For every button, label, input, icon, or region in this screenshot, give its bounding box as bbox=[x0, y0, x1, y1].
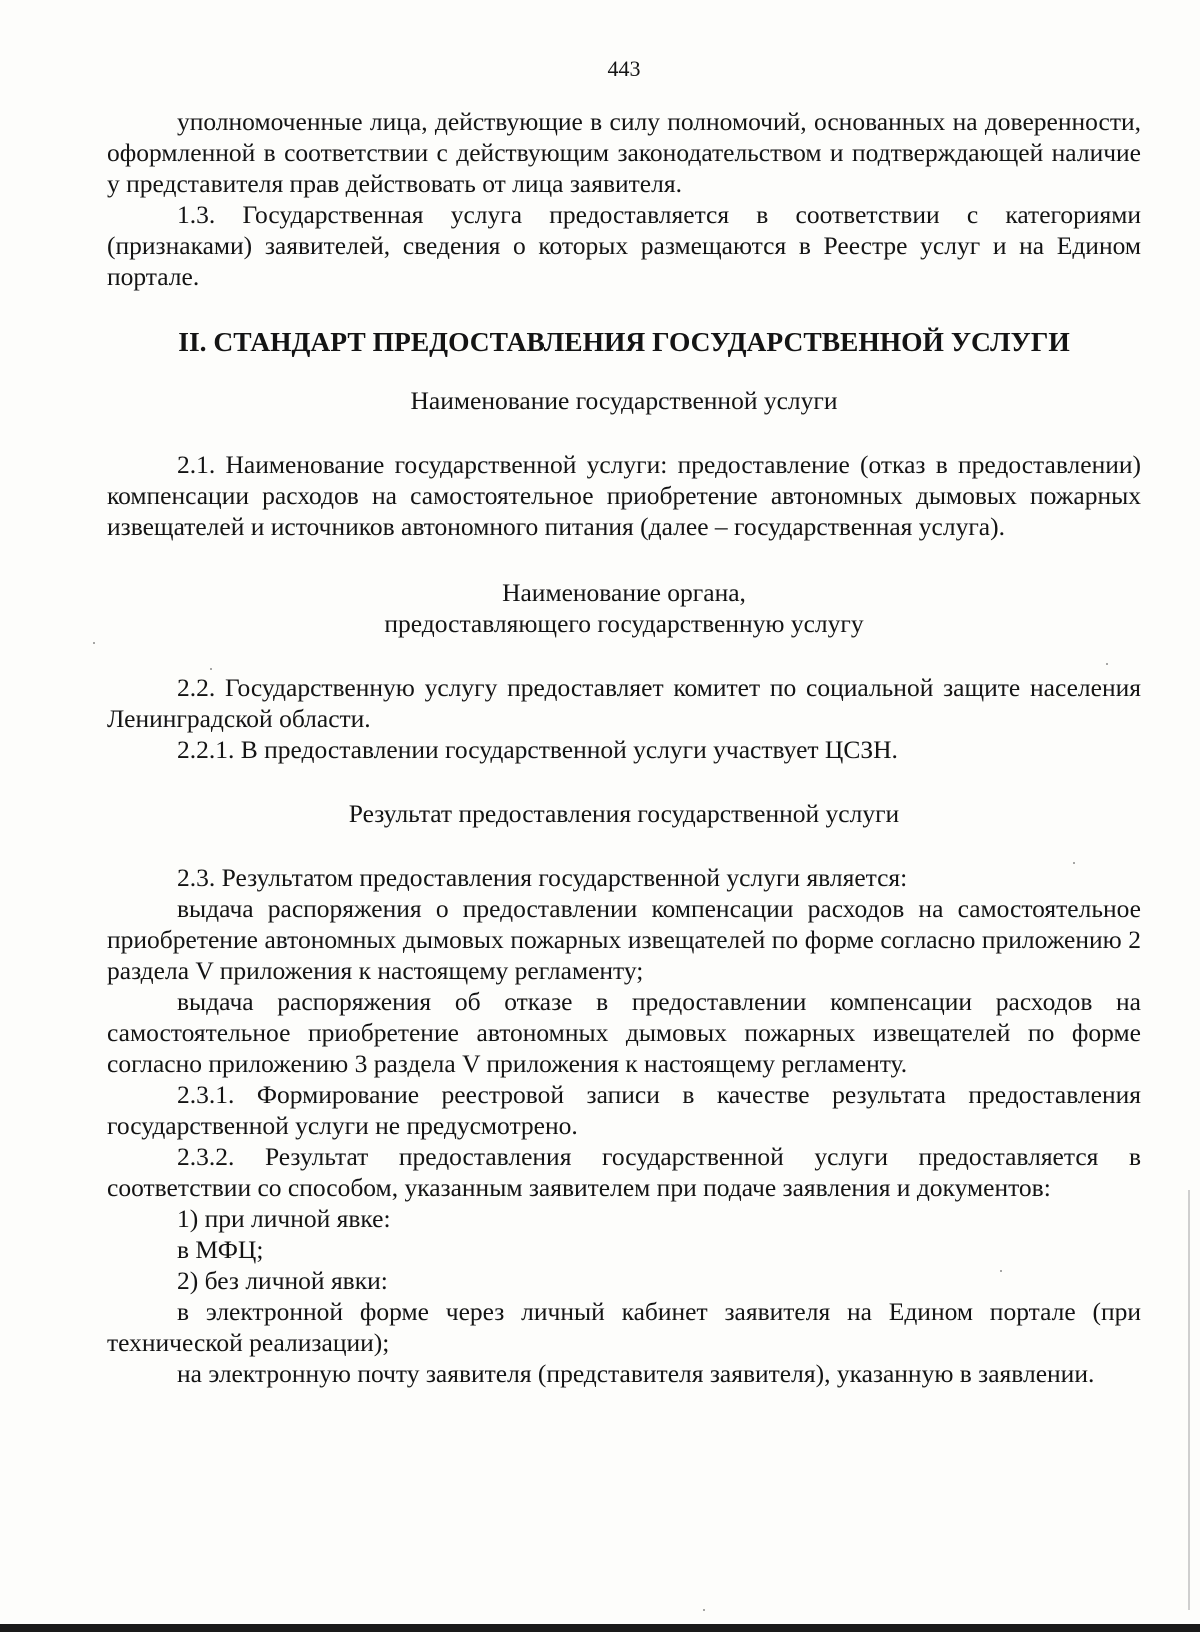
scan-speck bbox=[210, 668, 212, 670]
page-content bbox=[107, 56, 1141, 1389]
heading-service-name: Наименование государственной услуги bbox=[410, 386, 838, 415]
list-item-email: на электронную почту заявителя (представителя заявителя), указанную в заявлении. bbox=[177, 1359, 1095, 1388]
page-number: 443 bbox=[607, 56, 641, 81]
scan-speck bbox=[1000, 1270, 1002, 1272]
paragraph-2-3: 2.3. Результатом предоставления государственной услуги является: bbox=[177, 863, 908, 892]
paragraph-representatives: уполномоченные лица, действующие в силу полномочий, основанных на доверенности, оформленной в соответствии с действующим законодательством и подтверждающей наличие у представителя прав действовать от лица заявителя. bbox=[107, 107, 1141, 198]
paragraph-1-3: 1.3. Государственная услуга предоставляется в соответствии с категориями (признаками) заявителей, сведения о которых размещаются в Реестре услуг и на Едином портале. bbox=[107, 200, 1141, 291]
scan-edge-line bbox=[1188, 1190, 1190, 1610]
paragraph-2-1: 2.1. Наименование государственной услуги: предоставление (отказ в предоставлении) компенсации расходов на самостоятельное приобретение автономных дымовых пожарных извещателей и источников автономного питания (далее – государственная услуга). bbox=[107, 450, 1141, 541]
scan-speck bbox=[93, 642, 95, 644]
heading-result: Результат предоставления государственной услуги bbox=[348, 799, 900, 828]
paragraph-result-grant: выдача распоряжения о предоставлении компенсации расходов на самостоятельное приобретение автономных дымовых пожарных извещателей по форме согласно приложению 2 раздела V приложения к настоящему регламенту; bbox=[107, 894, 1141, 985]
list-item-no-visit: 2) без личной явки: bbox=[177, 1266, 388, 1295]
list-item-electronic-form: в электронной форме через личный кабинет заявителя на Едином портале (при технической реализации); bbox=[107, 1297, 1141, 1357]
scan-speck bbox=[1073, 862, 1075, 864]
paragraph-2-3-1: 2.3.1. Формирование реестровой записи в качестве результата предоставления государственной услуги не предусмотрено. bbox=[107, 1080, 1141, 1140]
section-title: II. СТАНДАРТ ПРЕДОСТАВЛЕНИЯ ГОСУДАРСТВЕННОЙ УСЛУГИ bbox=[178, 326, 1070, 357]
heading-authority-line1: Наименование органа, bbox=[502, 578, 746, 607]
paragraph-2-2: 2.2. Государственную услугу предоставляет комитет по социальной защите населения Ленинградской области. bbox=[107, 673, 1141, 733]
scan-speck bbox=[1106, 663, 1108, 665]
list-item-personal-visit: 1) при личной явке: bbox=[177, 1204, 391, 1233]
paragraph-2-2-1: 2.2.1. В предоставлении государственной услуги участвует ЦСЗН. bbox=[177, 735, 898, 764]
heading-authority-line2: предоставляющего государственную услугу bbox=[384, 609, 864, 638]
list-item-mfc: в МФЦ; bbox=[177, 1235, 264, 1264]
scan-bottom-border bbox=[0, 1624, 1200, 1632]
scan-speck bbox=[703, 1609, 705, 1611]
paragraph-result-refusal: выдача распоряжения об отказе в предоставлении компенсации расходов на самостоятельное приобретение автономных дымовых пожарных извещателей по форме согласно приложению 3 раздела V приложения к настоящему регламенту. bbox=[107, 987, 1141, 1078]
paragraph-2-3-2: 2.3.2. Результат предоставления государственной услуги предоставляется в соответствии со способом, указанным заявителем при подаче заявления и документов: bbox=[107, 1142, 1141, 1202]
